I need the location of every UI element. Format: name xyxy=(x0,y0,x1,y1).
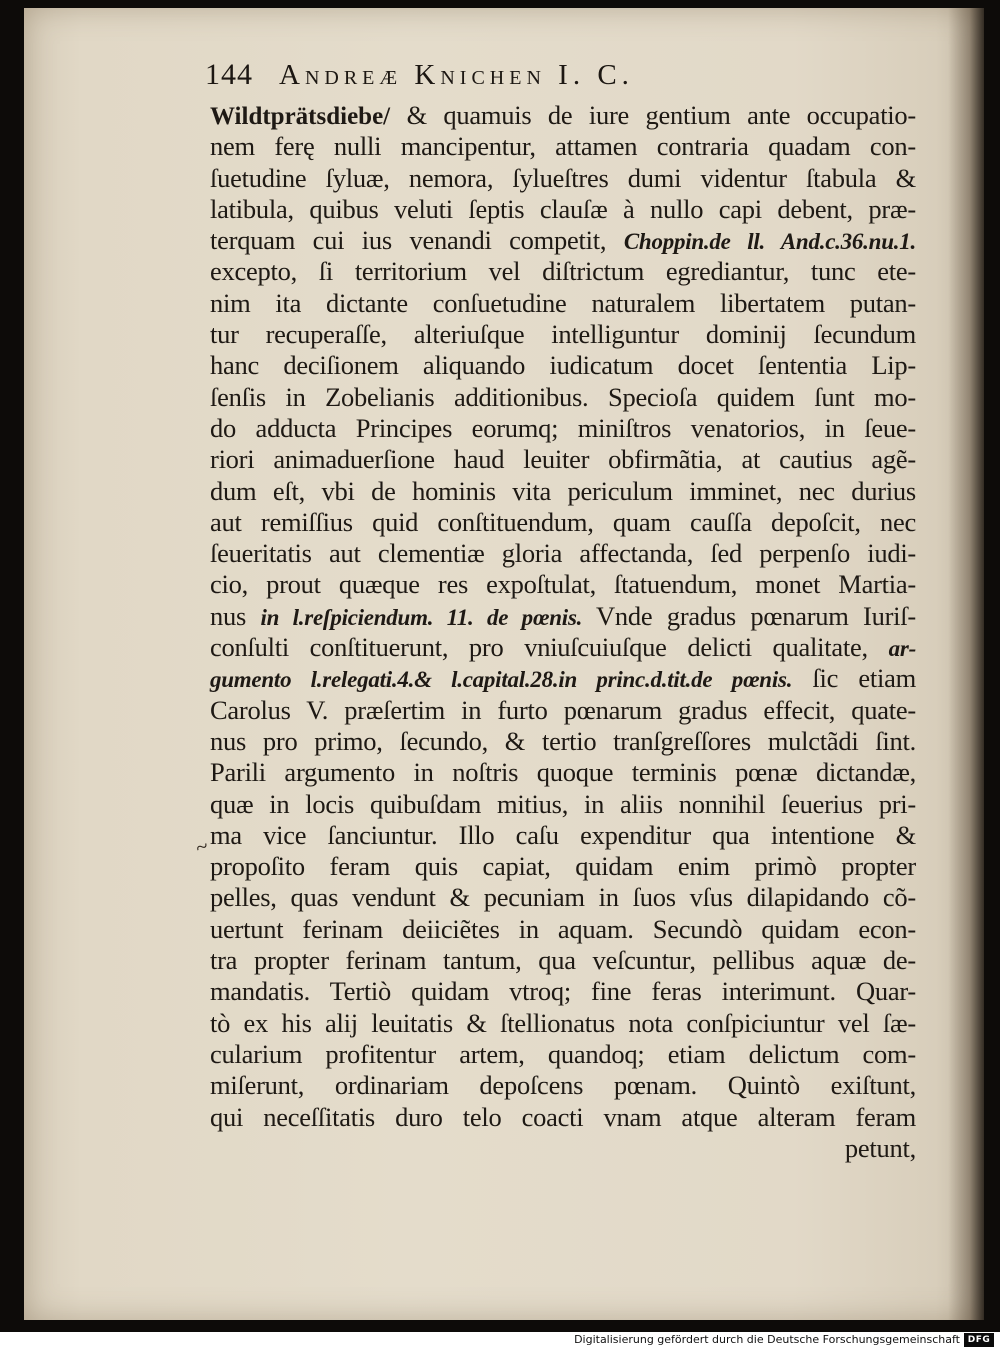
text-line: nim ita dictante conſuetudine naturalem libertatem putan- xyxy=(210,287,916,318)
text-line: ſuetudine ſyluæ, nemora, ſylueſtres dumi videntur ſtabula & xyxy=(210,162,916,193)
text-segment: terquam cui ius venandi competit, xyxy=(210,225,624,256)
running-head: Andreæ Knichen I. C. xyxy=(279,59,634,91)
citation: Choppin.de ll. And.c.36.nu.1. xyxy=(623,229,917,255)
catchword: petunt, xyxy=(844,1132,916,1163)
footer-bar xyxy=(0,1332,1000,1349)
text-line xyxy=(210,225,916,256)
text-line: propoſito feram quis capiat, quidam enim primò propter xyxy=(210,851,916,882)
text-segment: nus xyxy=(210,600,261,631)
text-line: miſerunt, ordinariam depoſcens pœnam. Quintò exiſtunt, xyxy=(210,1070,916,1101)
text-line xyxy=(210,632,916,663)
text-line: aut remiſſius quid conſtituendum, quam cauſſa depoſcit, nec xyxy=(210,506,916,537)
funding-credit: Digitalisierung gefördert durch die Deutsche Forschungsgemeinschaft xyxy=(574,1333,960,1346)
page-header xyxy=(205,58,634,92)
text-line: dum eſt, vbi de hominis vita periculum imminet, nec durius xyxy=(210,475,916,506)
text-segment: conſulti conſtituerunt, pro vniuſcuiuſque delicti qualitate, xyxy=(210,632,889,663)
body-text xyxy=(210,100,916,1164)
text-line: riori animaduerſione haud leuiter obfirmãtia, at cautius agẽ- xyxy=(210,444,916,475)
text-line: ſenſis in Zobelianis additionibus. Specioſa quidem ſunt mo- xyxy=(210,381,916,412)
text-line: tò ex his alij leuitatis & ſtellionatus nota conſpiciuntur vel ſæ- xyxy=(210,1007,916,1038)
text-line: ma vice ſanciuntur. Illo caſu expenditur qua intentione & xyxy=(210,819,916,850)
text-line: cularium profitentur artem, quandoq; etiam delictum com- xyxy=(210,1038,916,1069)
text-line: Parili argumento in noſtris quoque terminis pœnæ dictandæ, xyxy=(210,757,916,788)
margin-mark: ~ xyxy=(191,832,212,861)
text-line: Carolus V. præſertim in furto pœnarum gradus effecit, quate- xyxy=(210,694,916,725)
text-line: do adducta Principes eorumq; miniſtros venatorios, in ſeue- xyxy=(210,412,916,443)
text-line: uertunt ferinam deiiciẽtes in aquam. Secundò quidam econ- xyxy=(210,913,916,944)
text-line xyxy=(210,601,916,632)
text-line: nus pro primo, ſecundo, & tertio tranſgreſſores mulctãdi ſint. xyxy=(210,725,916,756)
citation: in l.reſpiciendum. 11. de pœnis. xyxy=(260,604,583,630)
text-line xyxy=(210,100,916,131)
text-line: latibula, quibus veluti ſeptis clauſæ à nullo capi debent, præ- xyxy=(210,193,916,224)
text-line xyxy=(210,663,916,694)
text-line: hanc deciſionem aliquando iudicatum docet ſententia Lip- xyxy=(210,350,916,381)
dfg-logo: DFG xyxy=(964,1333,994,1347)
page-number: 144 xyxy=(205,58,253,91)
text-line: tur recuperaſſe, alteriuſque intelliguntur dominij ſecundum xyxy=(210,319,916,350)
text-line: ſeueritatis aut clementiæ gloria affectanda, ſed perpenſo iudi- xyxy=(210,538,916,569)
text-line: excepto, ſi territorium vel diſtrictum egrediantur, tunc ete- xyxy=(210,256,916,287)
text-segment: ſic etiam xyxy=(792,663,916,694)
text-line: qui neceſſitatis duro telo coacti vnam atque alteram feram xyxy=(210,1101,916,1132)
text-line: nem ferę nulli mancipentur, attamen contraria quadam con- xyxy=(210,131,916,162)
citation: gumento l.relegati.4.& l.capital.28.in princ.d.tit.de pœnis. xyxy=(210,667,793,693)
text-line: tra propter ferinam tantum, qua veſcuntur, pellibus aquæ de- xyxy=(210,945,916,976)
blackletter-term: Wildtprätsdiebe/ xyxy=(210,103,391,130)
text-line: quæ in locis quibuſdam mitius, in aliis nonnihil ſeuerius pri- xyxy=(210,788,916,819)
citation: ar- xyxy=(888,636,916,662)
text-line: pelles, quas vendunt & pecuniam in ſuos vſus dilapidando cõ- xyxy=(210,882,916,913)
text-segment: & quamuis de iure gentium ante occupatio- xyxy=(390,100,916,130)
text-line: mandatis. Tertiò quidam vtroq; fine feras interimunt. Quar- xyxy=(210,976,916,1007)
text-line: cio, prout quæque res expoſtulat, ſtatuendum, monet Martia- xyxy=(210,569,916,600)
page-gutter-shadow xyxy=(948,8,984,1320)
text-segment: Vnde gradus pœnarum Iuriſ- xyxy=(582,600,916,631)
